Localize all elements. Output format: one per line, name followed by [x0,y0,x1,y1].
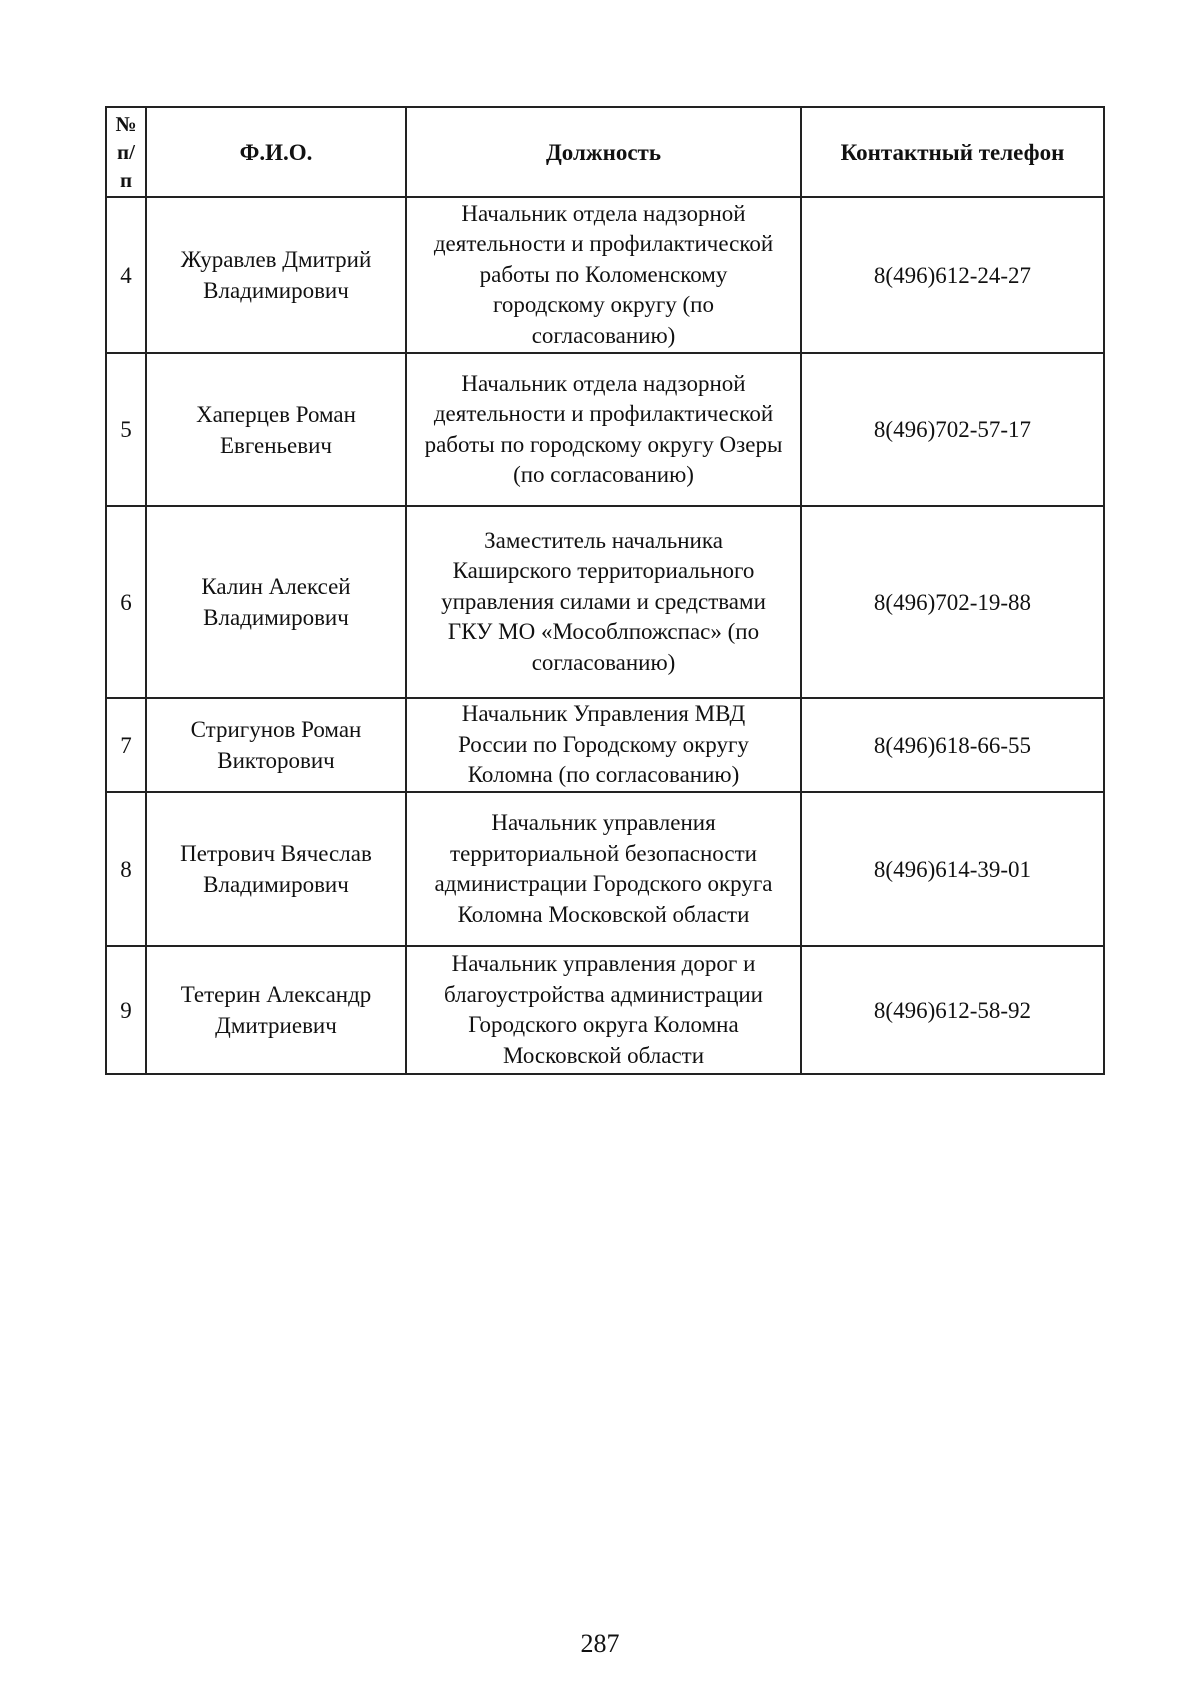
cell-position-line: Каширского территориального [452,558,755,584]
cell-position [406,197,801,353]
table-body [106,197,1104,1074]
cell-position-line: Коломна Московской области [457,901,750,927]
header-row [106,107,1104,197]
cell-phone: 8(496)614-39-01 [801,792,1104,946]
cell-position-line: Начальник управления дорог и [451,951,756,976]
table-row [106,197,1104,353]
cell-num: 4 [106,197,146,353]
table-row [106,698,1104,792]
cell-position [406,698,801,792]
cell-num: 6 [106,506,146,698]
cell-name-line: Дмитриевич [215,1013,337,1038]
cell-position-line: Начальник управления [491,810,716,835]
cell-position-line: Начальник отдела надзорной [461,200,746,226]
cell-name [146,698,406,792]
table-row [106,792,1104,946]
cell-name-line: Евгеньевич [220,432,332,458]
cell-num: 5 [106,353,146,506]
cell-name [146,506,406,698]
cell-position-line: Начальник отдела надзорной [461,370,746,396]
cell-name [146,197,406,353]
header-name: Ф.И.О. [146,107,406,197]
cell-name-line: Владимирович [203,872,349,897]
cell-name-line: Калин Алексей [201,574,351,599]
cell-position-line: Московской области [502,1042,705,1068]
cell-position-line: согласованию) [531,649,676,675]
contacts-table [105,106,1105,1075]
cell-position [406,353,801,506]
cell-num: 7 [106,698,146,792]
cell-name-line: Владимирович [203,278,349,303]
cell-position-line: территориальной безопасности [450,840,757,866]
cell-position [406,946,801,1074]
cell-position-line: деятельности и профилактической [433,231,774,257]
table-row [106,946,1104,1074]
cell-position-line: Заместитель начальника [484,527,723,553]
cell-position-line: (по согласованию) [513,462,694,487]
header-position: Должность [406,107,801,197]
cell-position-line: администрации Городского округа [434,871,773,896]
cell-name-line: Петрович Вячеслав [180,841,372,866]
header-num-line: п [119,168,133,192]
cell-phone: 8(496)618-66-55 [801,698,1104,792]
table-row [106,353,1104,506]
cell-phone: 8(496)612-58-92 [801,946,1104,1074]
cell-name-line: Тетерин Александр [180,982,372,1007]
cell-name [146,792,406,946]
cell-name [146,353,406,506]
cell-position [406,792,801,946]
cell-position-line: Начальник Управления МВД [461,701,746,727]
cell-position-line: согласованию) [531,322,676,348]
cell-name-line: Викторович [217,748,335,773]
header-num-line: п/ [117,140,135,164]
cell-position [406,506,801,698]
header-num-line: № [115,112,137,136]
header-phone: Контактный телефон [801,107,1104,197]
table-row [106,506,1104,698]
cell-num: 8 [106,792,146,946]
cell-name-line: Стригунов Роман [190,717,362,742]
cell-position-line: городскому округу (по [492,292,714,318]
cell-num: 9 [106,946,146,1074]
cell-position-line: управления силами и средствами [441,588,766,614]
cell-position-line: благоустройства администрации [444,981,763,1007]
cell-phone: 8(496)702-19-88 [801,506,1104,698]
cell-position-line: России по Городскому округу [458,731,749,757]
page-number: 287 [580,1629,620,1658]
cell-position-line: работы по городскому округу Озеры [424,431,783,457]
cell-position-line: Коломна (по согласованию) [467,762,740,788]
cell-position-line: Городского округа Коломна [468,1012,739,1037]
cell-position-line: деятельности и профилактической [433,401,774,426]
cell-position-line: ГКУ МО «Мособлпожспас» (по [447,619,760,645]
cell-position-line: работы по Коломенскому [479,261,728,287]
cell-name-line: Владимирович [203,605,349,630]
cell-phone: 8(496)702-57-17 [801,353,1104,506]
header-num [106,107,146,197]
cell-phone: 8(496)612-24-27 [801,197,1104,353]
cell-name-line: Хаперцев Роман [196,401,356,427]
cell-name [146,946,406,1074]
cell-name-line: Журавлев Дмитрий [180,247,372,272]
